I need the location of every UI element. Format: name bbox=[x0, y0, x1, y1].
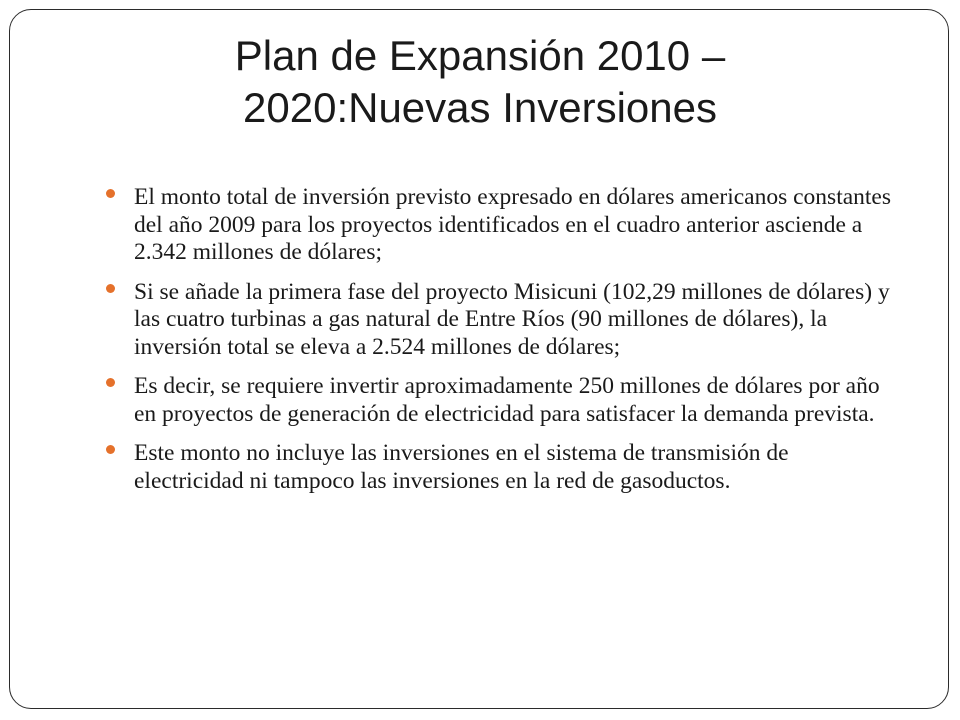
bullet-text: Es decir, se requiere invertir aproximadamente 250 millones de dólares por año en proyectos de generación de electricidad para satisfacer la demanda prevista. bbox=[134, 373, 880, 427]
bullet-item bbox=[104, 184, 904, 267]
bullet-dot-icon bbox=[106, 284, 115, 293]
title-line-2: 2020:Nuevas Inversiones bbox=[243, 84, 717, 131]
bullet-item bbox=[104, 279, 904, 362]
bullet-item bbox=[104, 373, 904, 428]
bullet-dot-icon bbox=[106, 445, 115, 454]
title-line-1: Plan de Expansión 2010 – bbox=[234, 32, 726, 79]
bullet-text: El monto total de inversión previsto expresado en dólares americanos constantes del año 2009 para los proyectos identificados en el cuadro anterior asciende a 2.342 millones de dólares; bbox=[134, 184, 892, 265]
slide-title bbox=[60, 30, 900, 134]
bullet-text: Si se añade la primera fase del proyecto Misicuni (102,29 millones de dólares) y las cuatro turbinas a gas natural de Entre Ríos (90 millones de dólares), la inversión total se eleva a 2.524 millones de dólares; bbox=[134, 278, 890, 360]
bullet-dot-icon bbox=[106, 378, 115, 387]
bullet-text: Este monto no incluye las inversiones en el sistema de transmisión de electricidad ni tampoco las inversiones en la red de gasoductos. bbox=[134, 440, 789, 494]
bullet-item bbox=[104, 440, 904, 495]
bullet-dot-icon bbox=[106, 189, 115, 198]
bullet-list bbox=[104, 184, 904, 507]
